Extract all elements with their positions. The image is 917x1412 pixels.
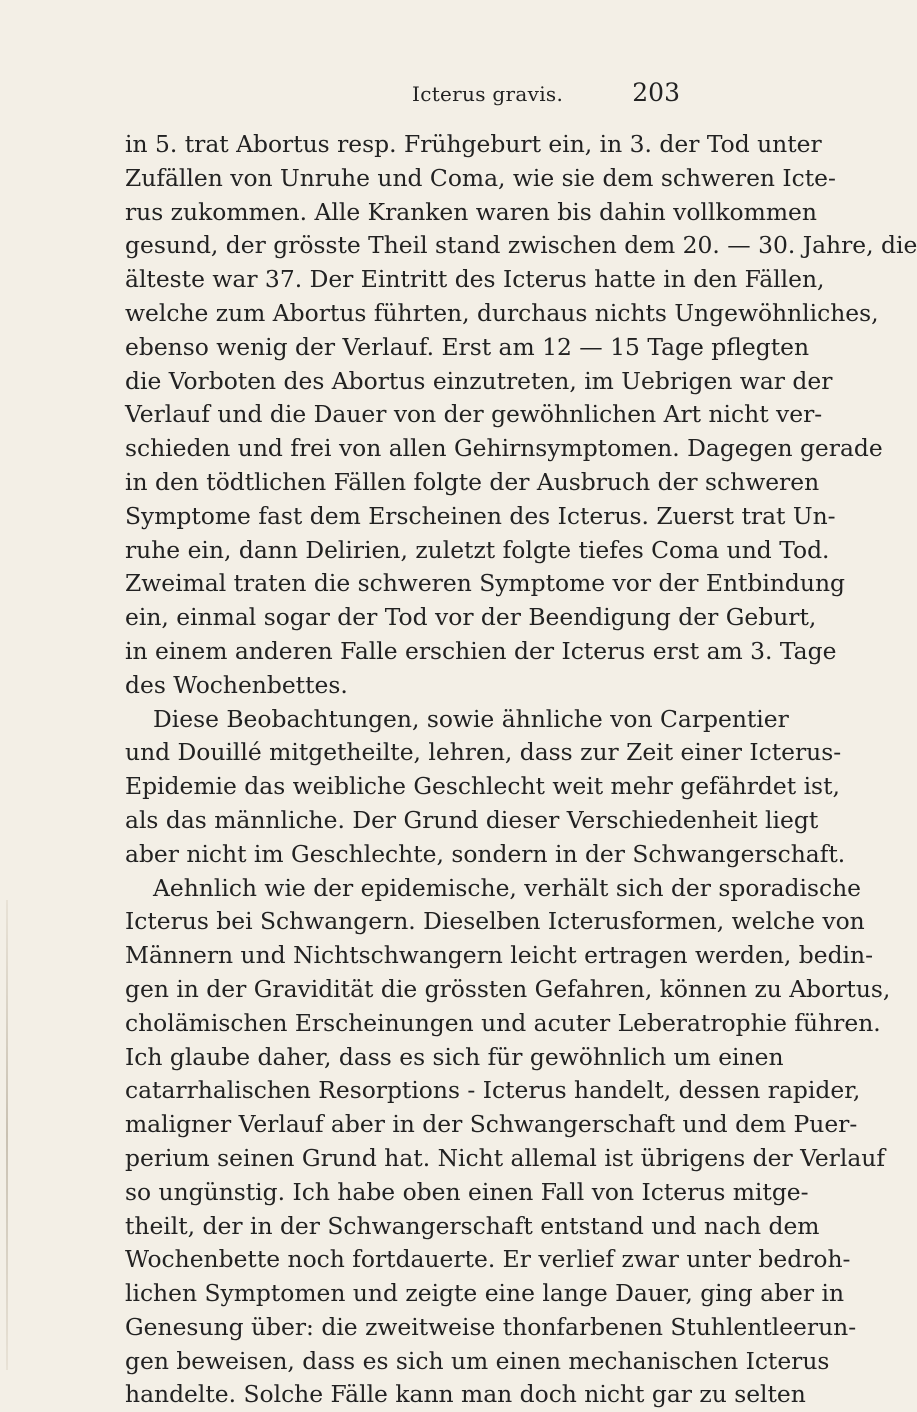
text-line: schieden und frei von allen Gehirnsymptomen. Dagegen gerade [125, 434, 883, 463]
text-line: Epidemie das weibliche Geschlecht weit mehr gefährdet ist, [125, 772, 840, 801]
text-line: Symptome fast dem Erscheinen des Icterus. Zuerst trat Un- [125, 501, 836, 530]
text-line: maligner Verlauf aber in der Schwangerschaft und dem Puer- [125, 1110, 858, 1139]
text-line: lichen Symptomen und zeigte eine lange Dauer, ging aber in [125, 1279, 845, 1308]
text-line: älteste war 37. Der Eintritt des Icterus hatte in den Fällen, [125, 265, 825, 294]
page-header [125, 78, 680, 108]
text-line: Ich glaube daher, dass es sich für gewöhnlich um einen [125, 1042, 784, 1071]
text-line: so ungünstig. Ich habe oben einen Fall von Icterus mitge- [125, 1177, 809, 1206]
text-line: perium seinen Grund hat. Nicht allemal ist übrigens der Verlauf [125, 1143, 886, 1172]
text-line: ruhe ein, dann Delirien, zuletzt folgte tiefes Coma und Tod. [125, 535, 830, 564]
text-line: welche zum Abortus führten, durchaus nichts Ungewöhnliches, [125, 298, 879, 327]
text-line: ein, einmal sogar der Tod vor der Beendigung der Geburt, [125, 603, 817, 632]
text-line: ebenso wenig der Verlauf. Erst am 12 — 15 Tage pflegten [125, 332, 810, 361]
text-line: Zweimal traten die schweren Symptome vor der Entbindung [125, 569, 846, 598]
text-line: Aehnlich wie der epidemische, verhält sich der sporadische [153, 873, 862, 902]
text-line: handelte. Solche Fälle kann man doch nicht gar zu selten [125, 1380, 806, 1409]
text-line: Genesung über: die zweitweise thonfarbenen Stuhlentleerun- [125, 1312, 857, 1341]
text-line: in den tödtlichen Fällen folgte der Ausbruch der schweren [125, 467, 820, 496]
text-line: theilt, der in der Schwangerschaft entstand und nach dem [125, 1211, 820, 1240]
text-line: als das männliche. Der Grund dieser Verschiedenheit liegt [125, 805, 819, 834]
page-gutter-shadow [6, 900, 8, 1370]
text-line: Wochenbette noch fortdauerte. Er verlief zwar unter bedroh- [125, 1245, 851, 1274]
text-line: Icterus bei Schwangern. Dieselben Icterusformen, welche von [125, 907, 865, 936]
running-title: Icterus gravis. [412, 82, 564, 106]
text-line: in 5. trat Abortus resp. Frühgeburt ein, in 3. der Tod unter [125, 130, 822, 158]
text-line: in einem anderen Falle erschien der Icterus erst am 3. Tage [125, 636, 837, 665]
text-line: und Douillé mitgetheilte, lehren, dass zur Zeit einer Icterus- [125, 738, 842, 767]
text-line: rus zukommen. Alle Kranken waren bis dahin vollkommen [125, 197, 817, 226]
text-line: gesund, der grösste Theil stand zwischen dem 20. — 30. Jahre, die [125, 231, 917, 260]
text-line: Diese Beobachtungen, sowie ähnliche von Carpentier [153, 704, 789, 733]
text-line: Männern und Nichtschwangern leicht ertragen werden, bedin- [125, 941, 873, 970]
page-number: 203 [632, 78, 680, 107]
text-line: gen in der Gravidität die grössten Gefahren, können zu Abortus, [125, 974, 891, 1003]
text-line: die Vorboten des Abortus einzutreten, im Uebrigen war der [125, 366, 833, 395]
text-line: Zufällen von Unruhe und Coma, wie sie dem schweren Icte- [125, 163, 836, 192]
text-line: aber nicht im Geschlechte, sondern in der Schwangerschaft. [125, 839, 846, 868]
text-line: des Wochenbettes. [125, 670, 348, 699]
text-line: cholämischen Erscheinungen und acuter Leberatrophie führen. [125, 1008, 881, 1037]
text-line: gen beweisen, dass es sich um einen mechanischen Icterus [125, 1346, 830, 1375]
text-line: Verlauf und die Dauer von der gewöhnlichen Art nicht ver- [125, 400, 823, 429]
text-line: catarrhalischen Resorptions - Icterus handelt, dessen rapider, [125, 1076, 861, 1105]
body-text [125, 128, 917, 1412]
